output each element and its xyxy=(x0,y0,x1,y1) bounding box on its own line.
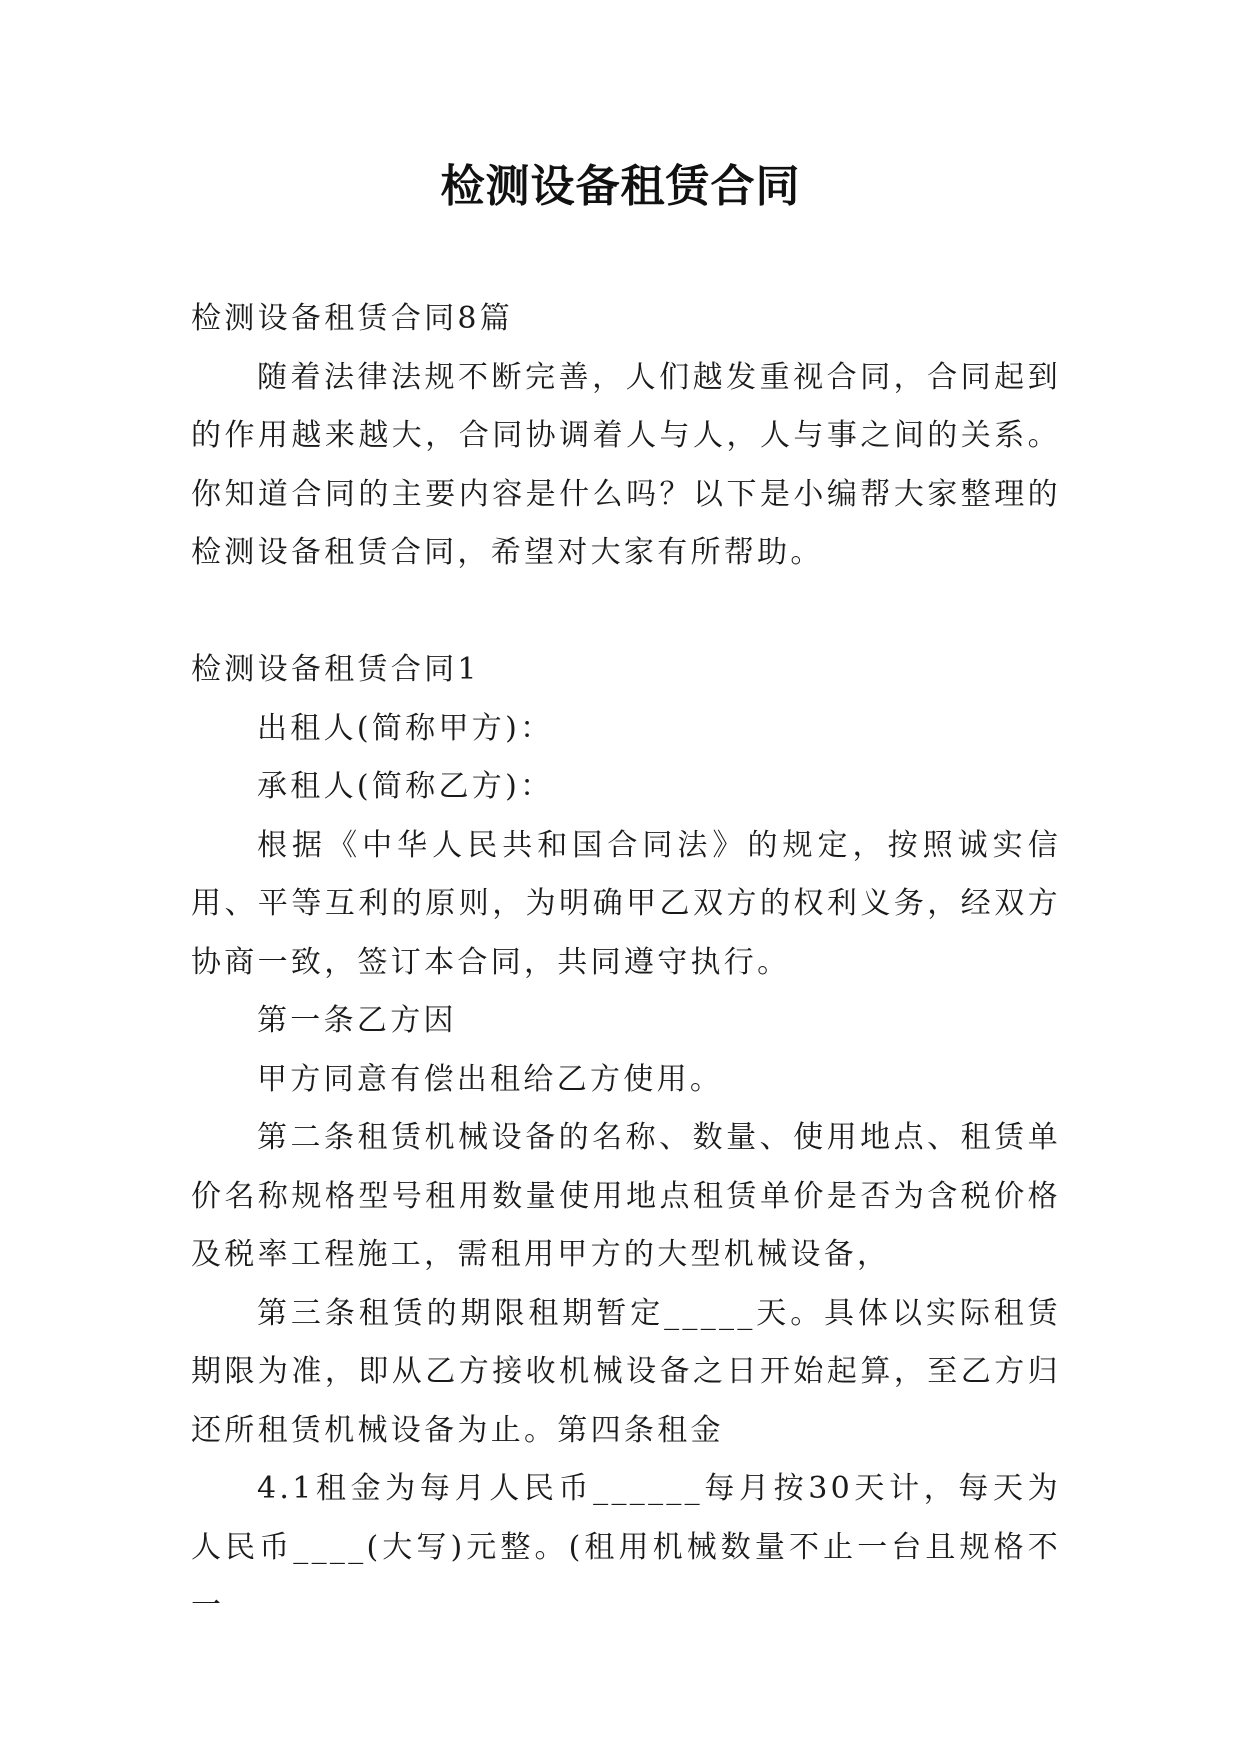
document-title: 检测设备租赁合同 xyxy=(440,161,801,212)
article-3: 第三条租赁的期限租期暂定_____天。具体以实际租赁期限为准，即从乙方接收机械设备之日开始起算，至乙方归还所租赁机械设备为止。第四条租金 xyxy=(191,1295,1061,1448)
collection-heading: 检测设备租赁合同8篇 xyxy=(191,301,514,336)
intro-paragraph: 随着法律法规不断完善，人们越发重视合同，合同起到的作用越来越大，合同协调着人与人，人与事之间的关系。你知道合同的主要内容是什么吗？以下是小编帮大家整理的检测设备租赁合同，希望对大家有所帮助。 xyxy=(191,359,1061,570)
article-2: 第二条租赁机械设备的名称、数量、使用地点、租赁单价名称规格型号租用数量使用地点租赁单价是否为含税价格及税率工程施工，需租用甲方的大型机械设备， xyxy=(191,1120,1061,1272)
basis-paragraph: 根据《中华人民共和国合同法》的规定，按照诚实信用、平等互利的原则，为明确甲乙双方的权利义务，经双方协商一致，签订本合同，共同遵守执行。 xyxy=(191,827,1061,980)
lessor-line: 出租人(简称甲方)： xyxy=(257,710,554,746)
document-body xyxy=(191,290,1061,1636)
lessee-line: 承租人(简称乙方)： xyxy=(257,769,554,804)
blank-line xyxy=(191,583,1061,642)
contract-heading: 检测设备租赁合同1 xyxy=(191,652,480,687)
article-4-1: 4.1租金为每月人民币______每月按30天计，每天为人民币____(大写)元整。(租用机械数量不止一台且规格不一 xyxy=(191,1471,1061,1623)
article-1-consent: 甲方同意有偿出租给乙方使用。 xyxy=(257,1061,724,1097)
article-1: 第一条乙方因 xyxy=(257,1003,457,1038)
